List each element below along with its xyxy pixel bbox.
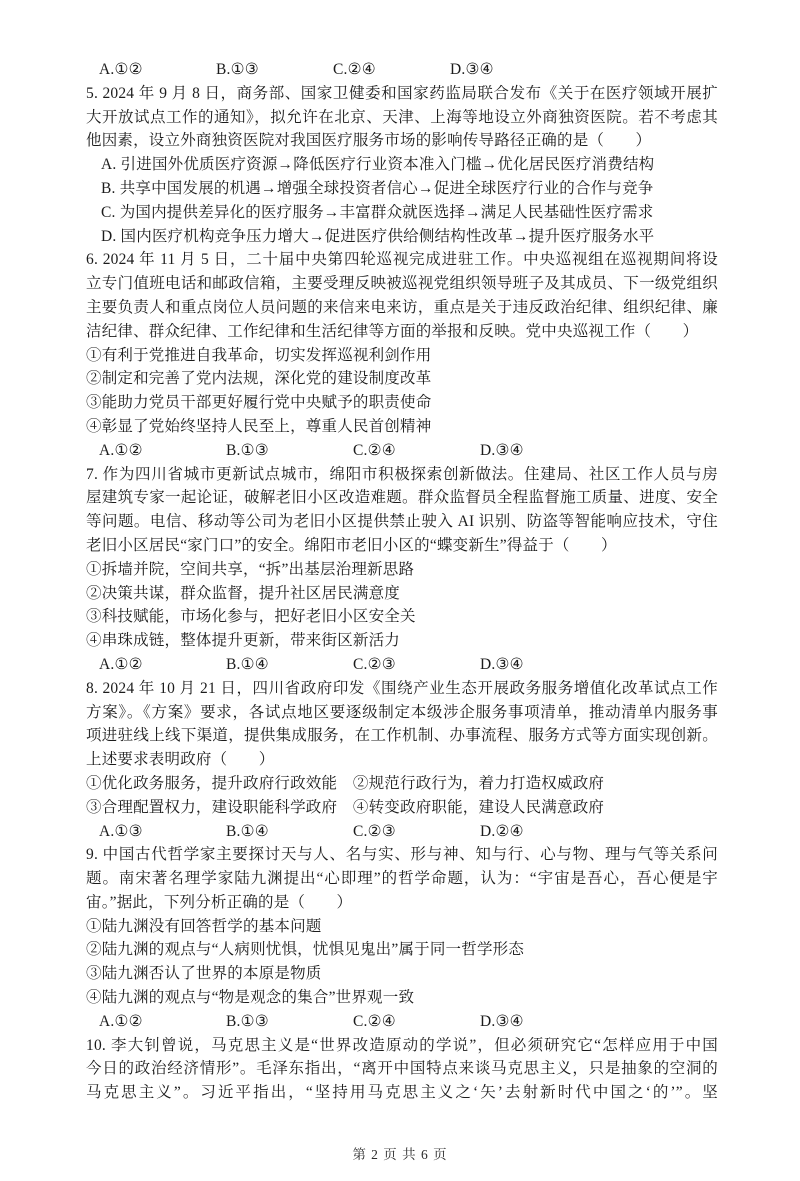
question-7-statement-3: ③科技赋能，市场化参与，把好老旧小区安全关 — [86, 608, 416, 626]
question-7-stem-line-1: 7. 作为四川省城市更新试点城市，绵阳市积极探索创新做法。住建局、社区工作人员与房 — [86, 465, 718, 483]
choice-b: B.①③ — [216, 61, 259, 78]
question-5-option-a: A. 引进国外优质医疗资源→降低医疗行业资本准入门槛→优化居民医疗消费结构 — [101, 156, 655, 174]
question-5-stem-line-2: 大开放试点工作的通知》，拟允许在北京、天津、上海等地设立外商独资医院。若不考虑其 — [86, 108, 718, 126]
question-6-statement-4: ④彰显了党始终坚持人民至上，尊重人民首创精神 — [86, 417, 432, 435]
question-9-stem-line-1: 9. 中国古代哲学家主要探讨天与人、名与实、形与神、知与行、心与物、理与气等关系问 — [86, 846, 718, 864]
question-9-stem-line-2: 题。南宋著名理学家陆九渊提出“心即理”的哲学命题，认为：“宇宙是吾心，吾心便是宇 — [86, 870, 718, 888]
choice-d: D.③④ — [480, 1012, 524, 1030]
answer-choices-row-q9 — [86, 1010, 718, 1034]
question-5-option-c: C. 为国内提供差异化的医疗服务→丰富群众就医选择→满足人民基础性医疗需求 — [101, 203, 654, 221]
question-7-statement-4: ④串珠成链，整体提升更新，带来街区新活力 — [86, 632, 401, 650]
question-10-stem-line-1: 10. 李大钊曾说，马克思主义是“世界改造原动的学说”，但必须研究它“怎样应用于中国 — [86, 1036, 718, 1054]
question-7-stem-line-3: 等问题。电信、移动等公司为老旧小区提供禁止驶入 AI 识别、防盗等智能响应技术，守住 — [86, 513, 718, 531]
choice-c: C.②④ — [333, 61, 376, 78]
choice-b: B.①④ — [226, 655, 269, 673]
answer-choices-row-q4 — [86, 58, 718, 82]
question-9-statement-2: ②陆九渊的观点与“人病则忧惧，忧惧见鬼出”属于同一哲学形态 — [86, 941, 525, 959]
choice-d: D.③④ — [480, 655, 524, 673]
question-7-stem-line-4: 老旧小区居民“家门口”的安全。绵阳市老旧小区的“蝶变新生”得益于（ ） — [86, 536, 617, 554]
question-6-statement-3: ③能助力党员干部更好履行党中央赋予的职责使命 — [86, 394, 432, 412]
question-8-stem-line-3: 项进驻线上线下渠道，提供集成服务，在工作机制、办事流程、服务方式等方面实现创新。 — [86, 727, 718, 745]
answer-choices-row-q8 — [86, 820, 718, 844]
choice-c: C.②③ — [353, 822, 396, 840]
question-6-stem-line-3: 主要负责人和重点岗位人员问题的来信来电来访，重点是关于违反政治纪律、组织纪律、廉 — [86, 298, 718, 316]
question-6-stem-line-2: 立专门值班电话和邮政信箱，主要受理反映被巡视党组织领导班子及其成员、下一级党组织 — [86, 275, 718, 293]
choice-a: A.①③ — [99, 822, 143, 840]
choice-a: A.①② — [99, 1012, 143, 1030]
choice-a: A.①② — [99, 655, 143, 673]
question-8-stem-line-1: 8. 2024 年 10 月 21 日，四川省政府印发《围绕产业生态开展政务服务增值化改革试点工作 — [86, 679, 718, 697]
choice-b: B.①③ — [226, 441, 269, 459]
choice-c: C.②④ — [353, 441, 396, 459]
choice-c: C.②④ — [353, 1012, 396, 1030]
question-6-stem-line-1: 6. 2024 年 11 月 5 日，二十届中央第四轮巡视完成进驻工作。中央巡视组在巡视期间将设 — [86, 251, 718, 269]
choice-b: B.①③ — [226, 1012, 269, 1030]
question-9-statement-3: ③陆九渊否认了世界的本原是物质 — [86, 965, 322, 983]
question-7-stem-line-2: 屋建筑专家一起论证，破解老旧小区改造难题。群众监督员全程监督施工质量、进度、安全 — [86, 489, 718, 507]
choice-a: A.①② — [99, 61, 143, 78]
choice-d: D.③④ — [480, 441, 524, 459]
answer-choices-row-q6 — [86, 439, 718, 463]
answer-choices-row-q7 — [86, 653, 718, 677]
question-8-statement-row-2: ③合理配置权力，建设职能科学政府 ④转变政府职能，建设人民满意政府 — [86, 798, 605, 816]
page-number-footer: 第 2 页 共 6 页 — [352, 1147, 448, 1162]
choice-d: D.③④ — [450, 61, 494, 78]
question-5-option-d: D. 国内医疗机构竞争压力增大→促进医疗供给侧结构性改革→提升医疗服务水平 — [101, 227, 655, 245]
question-6-statement-2: ②制定和完善了党内法规，深化党的建设制度改革 — [86, 370, 432, 388]
question-5-option-b: B. 共享中国发展的机遇→增强全球投资者信心→促进全球医疗行业的合作与竞争 — [101, 179, 654, 197]
question-8-statement-row-1: ①优化政务服务，提升政府行政效能 ②规范行政行为，着力打造权威政府 — [86, 774, 605, 792]
choice-d: D.②④ — [480, 822, 524, 840]
choice-a: A.①② — [99, 441, 143, 459]
question-9-statement-4: ④陆九渊的观点与“物是观念的集合”世界观一致 — [86, 989, 415, 1007]
choice-c: C.②③ — [353, 655, 396, 673]
question-10-stem-line-3: 马克思主义”。习近平指出，“坚持用马克思主义之‘矢’去射新时代中国之‘的’”。坚 — [86, 1084, 718, 1102]
question-6-statement-1: ①有利于党推进自我革命，切实发挥巡视利剑作用 — [86, 346, 432, 364]
question-6-stem-line-4: 洁纪律、群众纪律、工作纪律和生活纪律等方面的举报和反映。党中央巡视工作（ ） — [86, 322, 699, 340]
question-5-stem-line-3: 他因素，设立外商独资医院对我国医疗服务市场的影响传导路径正确的是（ ） — [86, 132, 652, 150]
question-7-statement-1: ①拆墙并院，空间共享，“拆”出基层治理新思路 — [86, 560, 415, 578]
question-8-stem-line-2: 方案》。《方案》要求，各试点地区要逐级制定本级涉企服务事项清单，推动清单内服务事 — [86, 703, 718, 721]
question-5-stem-line-1: 5. 2024 年 9 月 8 日，商务部、国家卫健委和国家药监局联合发布《关于在医疗领域开展扩 — [86, 84, 718, 102]
question-9-statement-1: ①陆九渊没有回答哲学的基本问题 — [86, 917, 322, 935]
choice-b: B.①④ — [226, 822, 269, 840]
question-10-stem-line-2: 今日的政治经济情形”。毛泽东指出，“离开中国特点来谈马克思主义，只是抽象的空洞的 — [86, 1060, 718, 1078]
question-8-stem-line-4: 上述要求表明政府（ ） — [86, 751, 275, 769]
question-9-stem-line-3: 宙。”据此，下列分析正确的是（ ） — [86, 893, 353, 911]
question-7-statement-2: ②决策共谋，群众监督，提升社区居民满意度 — [86, 584, 401, 602]
